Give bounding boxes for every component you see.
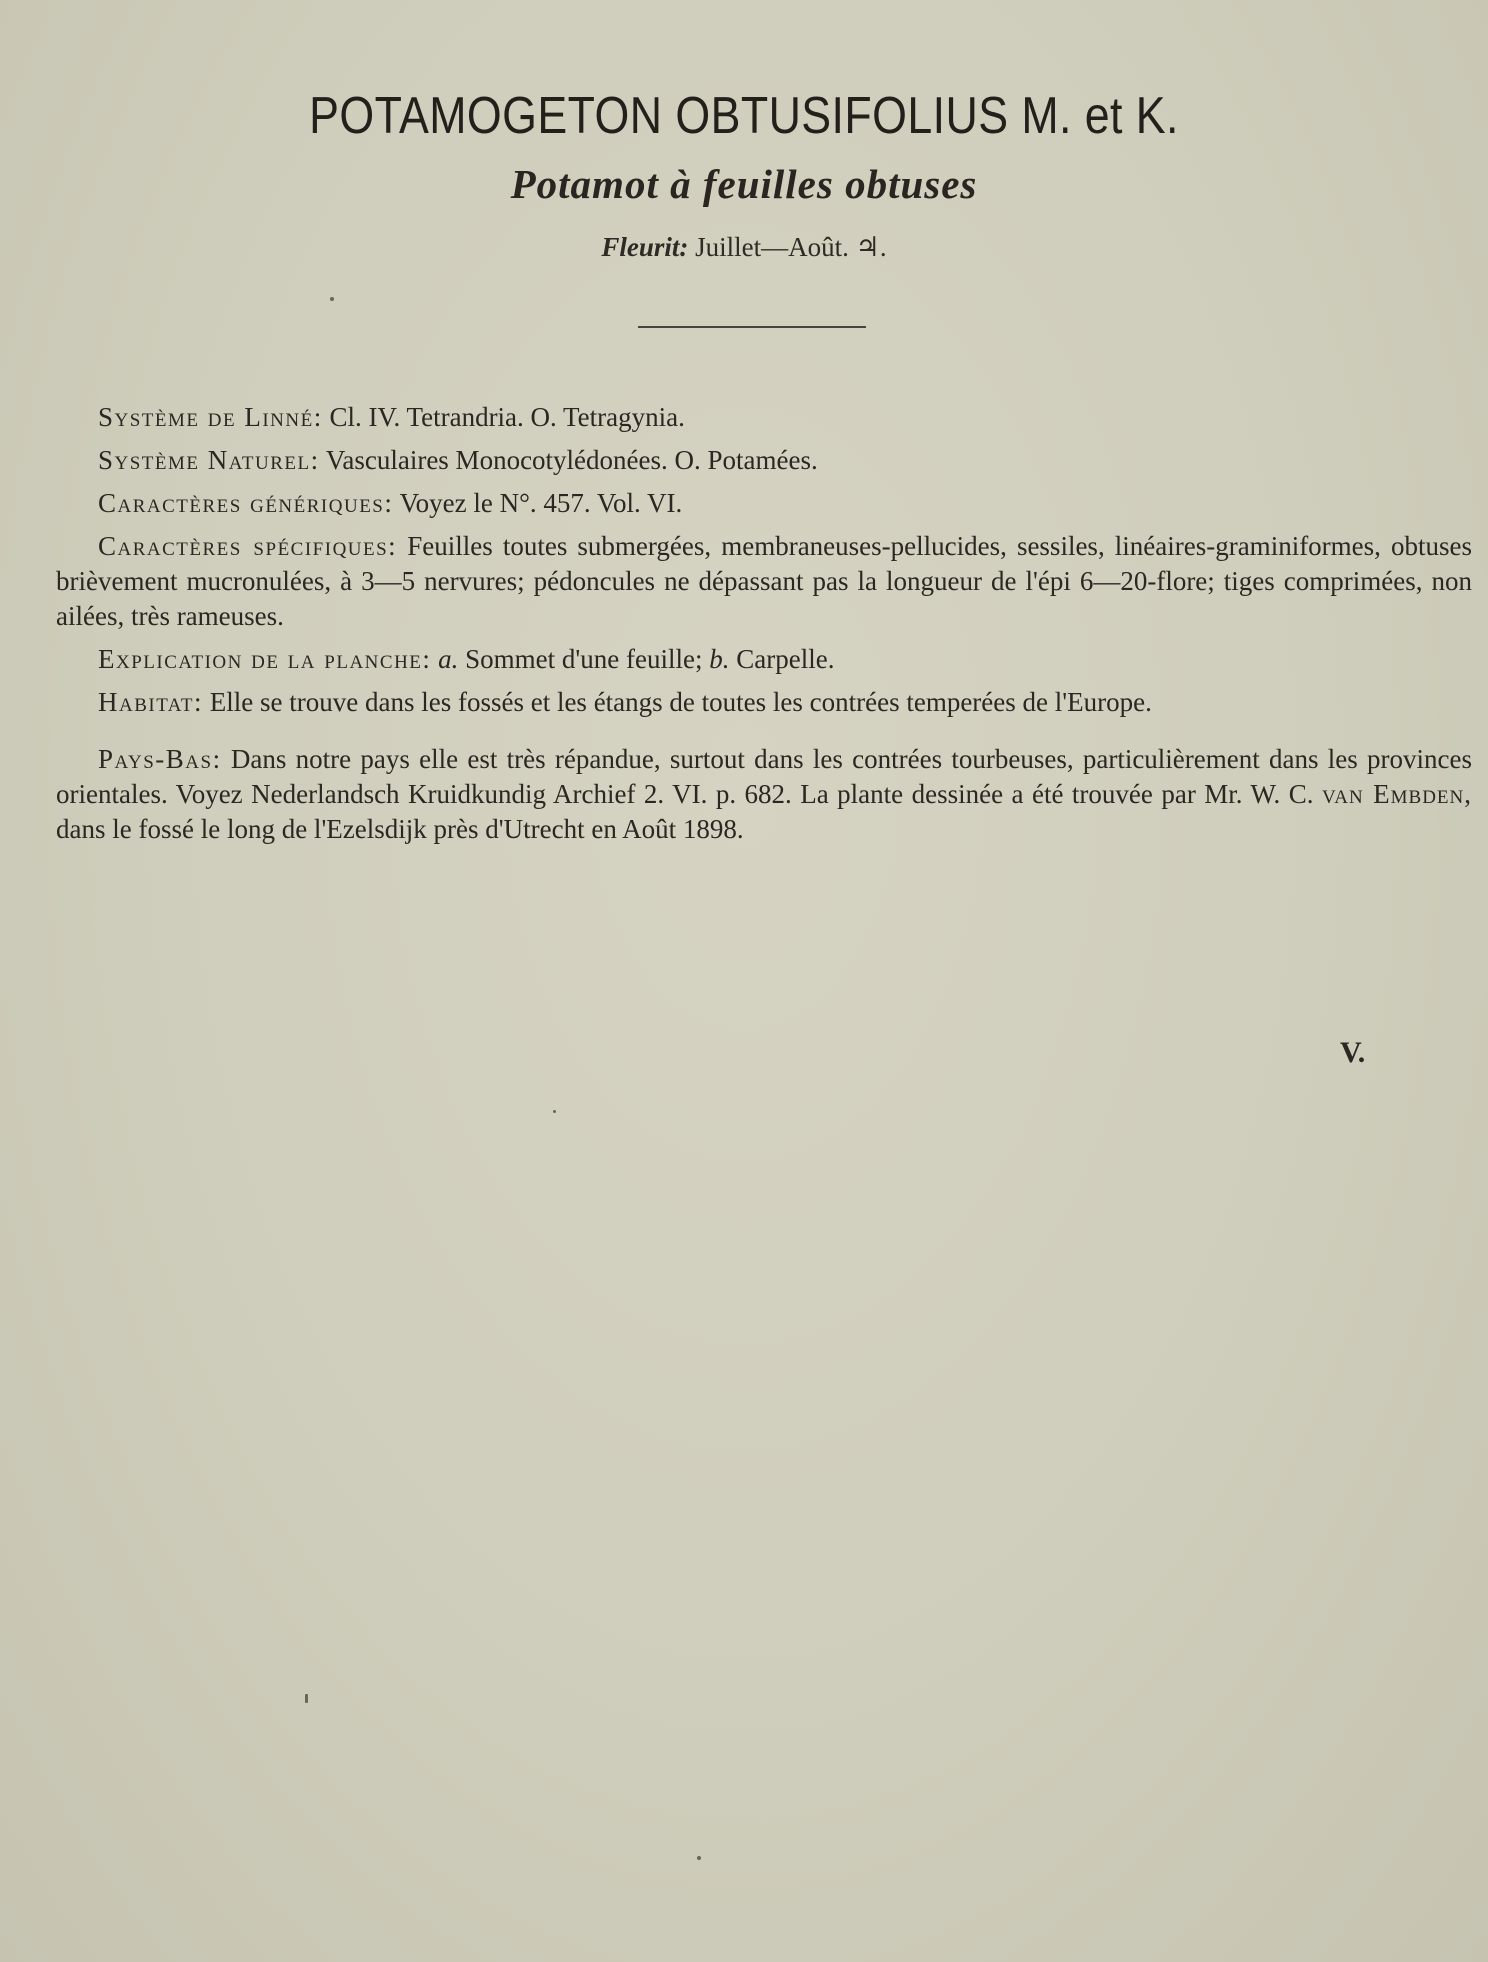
habitat-text: Elle se trouve dans les fossés et les étangs de toutes les contrées temperées de l'Europe.	[209, 687, 1152, 717]
paper-speck	[305, 1694, 308, 1703]
plate-item-a-text: Sommet d'une feuille;	[465, 644, 703, 674]
french-common-name: Potamot à feuilles obtuses	[510, 161, 978, 207]
linne-system-text: Cl. IV. Tetrandria. O. Tetragynia.	[329, 402, 685, 432]
species-title: POTAMOGETON OBTUSIFOLIUS M. et K.	[309, 87, 1179, 145]
netherlands-label: Pays-Bas:	[98, 744, 222, 774]
flowering-label: Fleurit:	[601, 232, 689, 262]
generic-characters-text: Voyez le N°. 457. Vol. VI.	[399, 488, 683, 518]
netherlands-text-after: dans le fossé le long de l'Ezelsdijk près d'Utrecht en Août 1898.	[56, 814, 744, 844]
flowering-line	[0, 232, 1488, 263]
plate-item-b-text: Carpelle.	[736, 644, 835, 674]
natural-system-label: Système Naturel:	[98, 445, 320, 475]
paper-speck	[330, 297, 334, 301]
plate-item-a-letter: a.	[438, 644, 459, 674]
flowering-value: Juillet—Août. ♃.	[695, 232, 887, 262]
linne-system-label: Système de Linné:	[98, 402, 323, 432]
specific-characters-label: Caractères spécifiques:	[98, 531, 398, 561]
natural-system-text: Vasculaires Monocotylédonées. O. Potamées.	[325, 445, 818, 475]
generic-characters-paragraph	[56, 486, 1472, 521]
netherlands-paragraph	[56, 742, 1472, 847]
collector-name: van Embden,	[1321, 779, 1473, 809]
author-signature: V.	[1340, 1036, 1366, 1069]
plate-explanation-label: Explication de la planche:	[98, 644, 432, 674]
plate-item-b-letter: b.	[709, 644, 730, 674]
netherlands-text-before: Dans notre pays elle est très répandue, surtout dans les contrées tourbeuses, particulièrement dans les provinces orientales. Voyez Nederlandsch Kruidkundig Archief 2. VI. p. 682. La plante dessinée a été trouvée par Mr. W. C.	[56, 744, 1473, 809]
linne-system-paragraph	[56, 400, 1472, 435]
specific-characters-paragraph	[56, 529, 1472, 634]
paper-speck	[553, 1110, 556, 1113]
title-divider	[638, 326, 866, 328]
habitat-paragraph	[56, 685, 1472, 720]
description-body	[56, 400, 1472, 847]
habitat-label: Habitat:	[98, 687, 204, 717]
natural-system-paragraph	[56, 443, 1472, 478]
plate-explanation-paragraph	[56, 642, 1472, 677]
paper-speck	[697, 1856, 701, 1860]
specific-characters-text: Feuilles toutes submergées, membraneuses-pellucides, sessiles, linéaires-graminiformes, obtuses brièvement mucronulées, à 3—5 nervures; pédoncules ne dépassant pas la longueur de l'épi 6—20-flore; tiges comprimées, non ailées, très rameuses.	[56, 531, 1472, 631]
generic-characters-label: Caractères génériques:	[98, 488, 394, 518]
